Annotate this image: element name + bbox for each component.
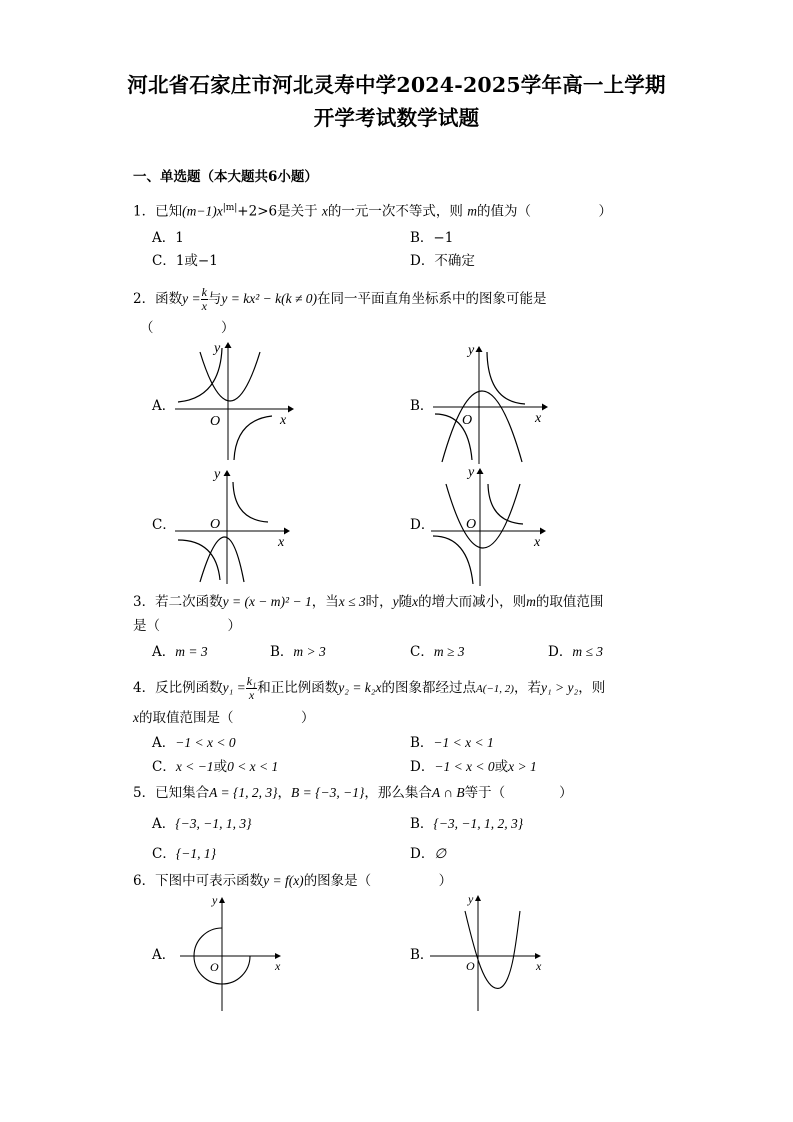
q6-option-b[interactable]: B． [410, 947, 434, 963]
question-6: 6．下图中可表示函数y = f(x)的图象是（ ） [133, 873, 453, 889]
q4-option-c[interactable]: C．x < −1或0 < x < 1 [152, 759, 279, 775]
q3-line-2: 是（ ） [133, 618, 241, 634]
q1-option-d[interactable]: D．不确定 [410, 253, 475, 269]
question-3: 3．若二次函数y = (x − m)² − 1，当x ≤ 3时，y随x的增大而减小，则m的取值范围 [133, 594, 604, 610]
q2-option-d[interactable]: D． [410, 517, 435, 533]
q2-graph-b[interactable] [430, 340, 555, 465]
origin-label: O [462, 413, 473, 428]
y-axis-label: y [468, 465, 475, 480]
q2-graph-c[interactable] [172, 462, 297, 587]
q3-option-d[interactable]: D．m ≤ 3 [548, 644, 603, 660]
x-axis-label: x [534, 535, 541, 550]
origin-label: O [466, 959, 475, 973]
section-heading: 一、单选题（本大题共6小题） [133, 169, 318, 185]
y-axis-label: y [212, 893, 218, 907]
y-axis-label: y [468, 343, 475, 358]
x-axis-label: x [280, 413, 287, 428]
title-line-1: 河北省石家庄市河北灵寿中学2024-2025学年高一上学期 [127, 73, 666, 97]
q3-option-c[interactable]: C．m ≥ 3 [410, 644, 465, 660]
question-2: 2．函数y = $\frac{k}{x}$ 与y = kx² − k(k ≠ 0)在同一平面直角坐标系中的图象可能是 [133, 285, 547, 313]
q2-graph-a[interactable] [170, 340, 295, 465]
q5-option-c[interactable]: C．{−1, 1} [152, 846, 217, 862]
origin-label: O [210, 960, 219, 974]
q1-option-a[interactable]: A．1 [152, 230, 184, 246]
q4-option-d[interactable]: D．−1 < x < 0或x > 1 [410, 759, 537, 775]
q4-option-b[interactable]: B．−1 < x < 1 [410, 735, 494, 751]
origin-label: O [210, 414, 221, 429]
q2-graph-d[interactable] [428, 462, 553, 587]
question-4: 4．反比例函数y₁ = $\frac{\text{k₁}}{x}$ 和正比例函数y₂ = k₂x的图象都经过点A(−1, 2)，若y₁ > y₂，则 [133, 674, 606, 702]
q2-option-a[interactable]: A． [152, 398, 176, 414]
question-1: 1．已知$(m-1)x^{|m|}+2>6$是关于 x的一元一次不等式，则 m的值为（ ） [133, 203, 612, 220]
q4-line-2: x的取值范围是（ ） [133, 710, 315, 726]
title-line-2: 开学考试数学试题 [313, 106, 480, 130]
q6-option-a[interactable]: A． [152, 947, 176, 963]
q6-graph-b[interactable] [430, 893, 545, 1013]
y-axis-label: y [468, 892, 474, 906]
q6-graph-a[interactable] [180, 893, 290, 1013]
x-axis-label: x [275, 959, 281, 973]
q2-option-c[interactable]: C． [152, 517, 176, 533]
q2-option-b[interactable]: B． [410, 398, 434, 414]
q3-option-b[interactable]: B．m > 3 [270, 644, 326, 660]
x-axis-label: x [535, 411, 542, 426]
q4-option-a[interactable]: A．−1 < x < 0 [152, 735, 236, 751]
origin-label: O [210, 517, 221, 532]
question-5: 5．已知集合A = {1, 2, 3}，B = {−3, −1}，那么集合A ∩ B等于（ ） [133, 785, 573, 801]
q5-option-a[interactable]: A．{−3, −1, 1, 3} [152, 816, 252, 832]
q5-option-b[interactable]: B．{−3, −1, 1, 2, 3} [410, 816, 524, 832]
q5-option-d[interactable]: D．∅ [410, 846, 447, 862]
q1-option-c[interactable]: C．1或−1 [152, 253, 218, 269]
x-axis-label: x [536, 959, 542, 973]
y-axis-label: y [214, 341, 221, 356]
origin-label: O [466, 517, 477, 532]
y-axis-label: y [214, 467, 221, 482]
q2-paren: （ ） [140, 320, 235, 336]
x-axis-label: x [278, 535, 285, 550]
q3-option-a[interactable]: A．m = 3 [152, 644, 208, 660]
q1-option-b[interactable]: B．−1 [410, 230, 454, 246]
